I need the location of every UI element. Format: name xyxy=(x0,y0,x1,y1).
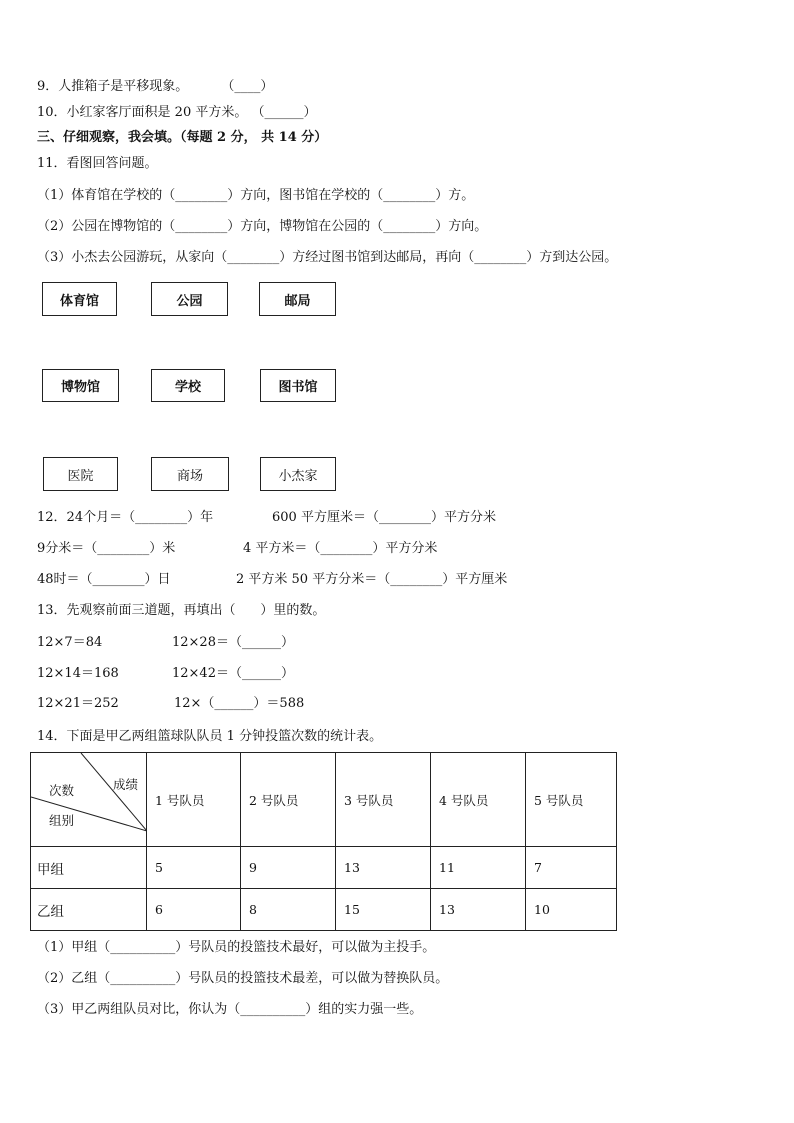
header-cell: 4 号队员 xyxy=(431,753,526,847)
header-cell: 3 号队员 xyxy=(336,753,431,847)
map-box-park: 公园 xyxy=(151,282,228,316)
map-box-school: 学校 xyxy=(151,369,225,402)
table-row xyxy=(31,889,617,931)
question-14-sub2: （2）乙组（__________）号队员的投篮技术最差，可以做为替换队员。 xyxy=(37,971,449,986)
header-cell: 1 号队员 xyxy=(147,753,241,847)
question-12-f: 2 平方米 50 平方分米＝（________）平方厘米 xyxy=(236,572,508,587)
question-12-b: 600 平方厘米＝（________）平方分米 xyxy=(272,510,496,525)
question-13-right-3: 12×（______）＝588 xyxy=(174,696,305,711)
question-11-sub2: （2）公园在博物馆的（________）方向，博物馆在公园的（________）方向。 xyxy=(37,219,488,234)
corner-label-count: 次数 xyxy=(49,783,75,798)
table-cell: 15 xyxy=(336,889,431,931)
question-13-right-2: 12×42＝（______） xyxy=(172,666,294,681)
table-corner-cell xyxy=(31,753,147,847)
row-label-group-a: 甲组 xyxy=(31,847,147,889)
map-box-gym: 体育馆 xyxy=(42,282,117,316)
table-cell: 6 xyxy=(147,889,241,931)
table-cell: 13 xyxy=(336,847,431,889)
question-14-sub3: （3）甲乙两组队员对比，你认为（__________）组的实力强一些。 xyxy=(37,1002,423,1017)
score-table xyxy=(30,752,617,931)
question-12-c: 9分米＝（________）米 xyxy=(37,541,176,556)
section-3-heading: 三、仔细观察，我会填。（每题 2 分， 共 14 分） xyxy=(37,130,328,145)
table-cell: 11 xyxy=(431,847,526,889)
map-box-xiaojie-home: 小杰家 xyxy=(260,457,336,491)
diagonal-lines xyxy=(31,753,147,847)
map-box-mall: 商场 xyxy=(151,457,229,491)
question-11-sub3: （3）小杰去公园游玩，从家向（________）方经过图书馆到达邮局，再向（________）方到达公园。 xyxy=(37,250,618,265)
table-cell: 5 xyxy=(147,847,241,889)
map-box-post-office: 邮局 xyxy=(259,282,336,316)
question-13-right-1: 12×28＝（______） xyxy=(172,635,294,650)
table-cell: 8 xyxy=(241,889,336,931)
question-11-title: 11．看图回答问题。 xyxy=(37,156,158,171)
row-label-group-b: 乙组 xyxy=(31,889,147,931)
corner-label-group: 组别 xyxy=(49,813,75,828)
header-cell: 5 号队员 xyxy=(526,753,617,847)
question-13-title: 13．先观察前面三道题，再填出（ ）里的数。 xyxy=(37,603,326,618)
map-box-library: 图书馆 xyxy=(260,369,336,402)
question-13-left-1: 12×7＝84 xyxy=(37,635,103,650)
question-9: 9．人推箱子是平移现象。 （____） xyxy=(37,79,274,94)
table-cell: 13 xyxy=(431,889,526,931)
map-box-museum: 博物馆 xyxy=(42,369,119,402)
question-10: 10．小红家客厅面积是 20 平方米。 （______） xyxy=(37,105,317,120)
map-box-hospital: 医院 xyxy=(43,457,118,491)
table-cell: 10 xyxy=(526,889,617,931)
question-13-left-2: 12×14＝168 xyxy=(37,666,119,681)
question-12-a: 12．24个月＝（________）年 xyxy=(37,510,214,525)
question-14-title: 14．下面是甲乙两组篮球队队员 1 分钟投篮次数的统计表。 xyxy=(37,729,383,744)
corner-label-score: 成绩 xyxy=(112,777,138,792)
question-12-d: 4 平方米＝（________）平方分米 xyxy=(243,541,438,556)
table-row xyxy=(31,847,617,889)
table-cell: 7 xyxy=(526,847,617,889)
question-11-sub1: （1）体育馆在学校的（________）方向，图书馆在学校的（________）方。 xyxy=(37,188,475,203)
question-14-sub1: （1）甲组（__________）号队员的投篮技术最好，可以做为主投手。 xyxy=(37,940,436,955)
table-cell: 9 xyxy=(241,847,336,889)
header-cell: 2 号队员 xyxy=(241,753,336,847)
question-12-e: 48时＝（________）日 xyxy=(37,572,171,587)
question-13-left-3: 12×21＝252 xyxy=(37,696,119,711)
table-header-row xyxy=(31,753,617,847)
